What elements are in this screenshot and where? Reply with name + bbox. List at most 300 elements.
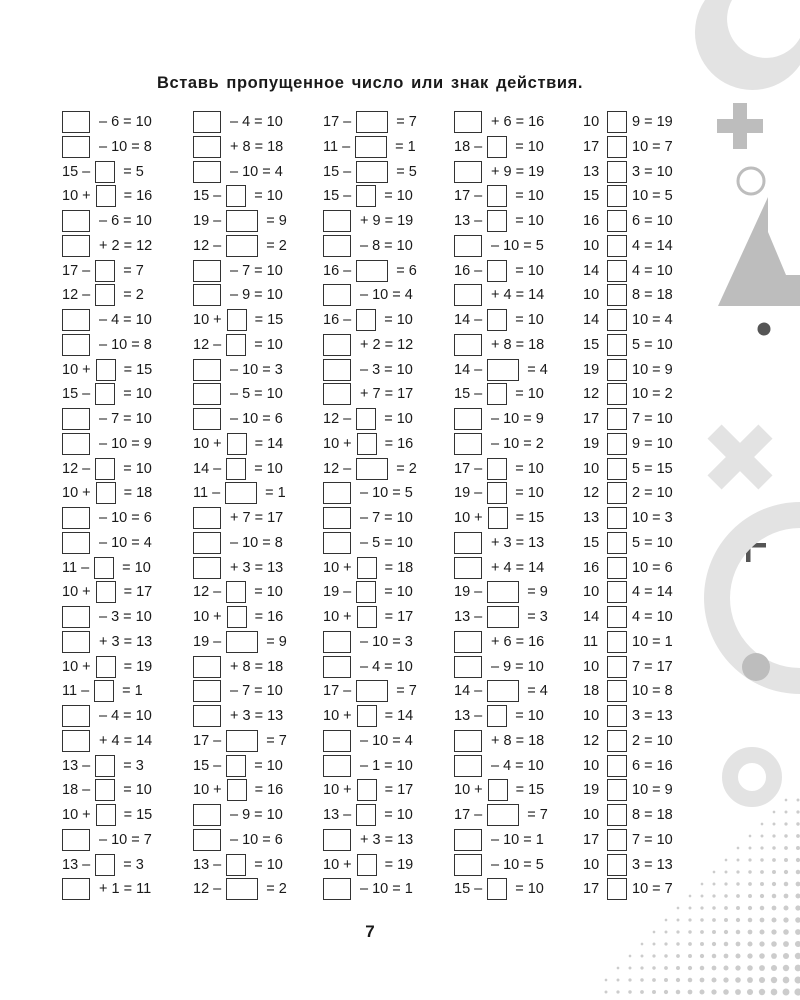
answer-box[interactable]: [607, 433, 627, 455]
pattern-dot: [771, 953, 777, 959]
answer-box[interactable]: [227, 779, 247, 801]
equation-prefix: 12 –: [193, 237, 222, 254]
answer-box[interactable]: [193, 680, 221, 702]
answer-box[interactable]: [62, 532, 90, 554]
answer-box[interactable]: [454, 755, 482, 777]
exercise-row: [193, 778, 283, 802]
exercise-row: [193, 457, 283, 481]
pattern-dot: [783, 917, 788, 922]
answer-box[interactable]: [607, 854, 627, 876]
answer-box[interactable]: [226, 854, 246, 876]
equation-rest: – 4 = 10: [360, 658, 413, 675]
answer-box[interactable]: [607, 631, 627, 653]
exercise-row: [454, 630, 544, 654]
answer-box[interactable]: [226, 334, 246, 356]
answer-box[interactable]: [62, 111, 90, 133]
equation-rest: 10 = 9: [632, 361, 673, 378]
answer-box[interactable]: [62, 705, 90, 727]
answer-box[interactable]: [454, 829, 482, 851]
answer-box[interactable]: [95, 458, 115, 480]
answer-box[interactable]: [226, 730, 258, 752]
answer-box[interactable]: [454, 854, 482, 876]
equation-prefix: 15 –: [323, 188, 352, 205]
operand-a: 17: [583, 411, 600, 427]
pattern-dot: [617, 979, 620, 982]
answer-box[interactable]: [487, 482, 507, 504]
answer-box[interactable]: [607, 656, 627, 678]
pattern-dot: [700, 978, 705, 983]
answer-box[interactable]: [355, 136, 387, 158]
equation-rest: – 10 = 5: [491, 856, 544, 873]
exercise-row: [323, 580, 413, 604]
answer-box[interactable]: [226, 235, 258, 257]
pattern-dot: [771, 965, 777, 971]
pattern-dot: [664, 942, 667, 945]
answer-box[interactable]: [94, 680, 114, 702]
exercise-row: [454, 184, 544, 208]
pattern-dot: [771, 989, 778, 996]
answer-box[interactable]: [96, 581, 116, 603]
equation-rest: = 7: [396, 114, 417, 130]
answer-box[interactable]: [95, 260, 115, 282]
equation-rest: 10 = 7: [632, 138, 673, 155]
pattern-dot: [772, 906, 777, 911]
answer-box[interactable]: [454, 730, 482, 752]
equation-prefix: 17 –: [454, 807, 483, 823]
answer-box[interactable]: [95, 755, 115, 777]
equation-rest: + 7 = 17: [230, 510, 284, 526]
answer-box[interactable]: [607, 482, 627, 504]
equation-rest: 3 = 10: [632, 163, 673, 180]
answer-box[interactable]: [487, 581, 519, 603]
answer-box[interactable]: [227, 309, 247, 331]
answer-box[interactable]: [193, 260, 221, 282]
answer-box[interactable]: [193, 111, 221, 133]
answer-box[interactable]: [62, 235, 90, 257]
answer-box[interactable]: [323, 656, 351, 678]
equation-rest: = 10: [122, 559, 151, 576]
equation-rest: = 6: [396, 262, 417, 279]
exercise-row: [583, 110, 673, 134]
answer-box[interactable]: [607, 730, 627, 752]
answer-box[interactable]: [96, 804, 116, 826]
pattern-dot: [653, 931, 656, 934]
pattern-dot: [652, 966, 655, 969]
answer-box[interactable]: [193, 532, 221, 554]
answer-box[interactable]: [607, 136, 627, 158]
answer-box[interactable]: [487, 878, 507, 900]
answer-box[interactable]: [487, 606, 519, 628]
answer-box[interactable]: [607, 458, 627, 480]
answer-box[interactable]: [357, 433, 377, 455]
answer-box[interactable]: [487, 136, 507, 158]
exercise-row: [583, 457, 673, 481]
answer-box[interactable]: [323, 532, 351, 554]
answer-box[interactable]: [607, 111, 627, 133]
answer-box[interactable]: [607, 606, 627, 628]
equation-rest: = 3: [123, 856, 144, 873]
equation-rest: = 10: [254, 856, 283, 873]
pattern-dot: [713, 883, 716, 886]
answer-box[interactable]: [607, 383, 627, 405]
exercise-row: [583, 531, 673, 555]
answer-box[interactable]: [226, 458, 246, 480]
exercise-row: [323, 110, 417, 134]
answer-box[interactable]: [62, 606, 90, 628]
equation-rest: – 6 = 10: [99, 213, 152, 229]
answer-box[interactable]: [96, 656, 116, 678]
ring-decoration-top: [695, 0, 800, 90]
equation-rest: – 10 = 6: [230, 411, 283, 427]
pattern-dot: [747, 965, 753, 971]
pattern-dot: [652, 978, 656, 982]
answer-box[interactable]: [323, 507, 351, 529]
answer-box[interactable]: [356, 804, 376, 826]
exercise-row: [323, 457, 417, 481]
answer-box[interactable]: [62, 433, 90, 455]
pattern-dot: [628, 978, 631, 981]
pattern-dot: [676, 942, 679, 945]
answer-box[interactable]: [607, 804, 627, 826]
exercise-row: [62, 778, 152, 802]
answer-box[interactable]: [607, 581, 627, 603]
plus-decoration: [717, 103, 763, 149]
answer-box[interactable]: [193, 705, 221, 727]
answer-box[interactable]: [356, 408, 376, 430]
answer-box[interactable]: [62, 408, 90, 430]
answer-box[interactable]: [454, 631, 482, 653]
answer-box[interactable]: [454, 235, 482, 257]
equation-rest: = 10: [515, 485, 544, 502]
answer-box[interactable]: [95, 383, 115, 405]
exercise-row: [193, 432, 283, 456]
equation-rest: – 10 = 8: [230, 534, 283, 551]
answer-box[interactable]: [95, 779, 115, 801]
exercise-row: [583, 481, 673, 505]
equation-rest: = 5: [396, 163, 417, 180]
exercise-row: [62, 160, 144, 184]
answer-box[interactable]: [607, 309, 627, 331]
equation-rest: – 10 = 4: [360, 732, 413, 749]
equation-rest: – 10 = 3: [230, 361, 283, 378]
answer-box[interactable]: [323, 482, 351, 504]
equation-rest: 6 = 10: [632, 213, 673, 229]
equation-rest: = 16: [384, 435, 414, 452]
answer-box[interactable]: [357, 557, 377, 579]
equation-prefix: 19 –: [454, 485, 483, 502]
answer-box[interactable]: [454, 656, 482, 678]
answer-box[interactable]: [487, 260, 507, 282]
answer-box[interactable]: [62, 309, 90, 331]
answer-box[interactable]: [607, 779, 627, 801]
answer-box[interactable]: [62, 507, 90, 529]
equation-rest: = 10: [254, 336, 283, 353]
pattern-dot: [796, 834, 800, 838]
answer-box[interactable]: [62, 210, 90, 232]
answer-box[interactable]: [323, 359, 351, 381]
operand-a: 16: [583, 213, 600, 229]
pattern-dot: [664, 966, 668, 970]
answer-box[interactable]: [487, 309, 507, 331]
equation-rest: – 10 = 6: [230, 831, 283, 848]
answer-box[interactable]: [454, 408, 482, 430]
exercise-row: [193, 605, 283, 629]
equation-prefix: 10 +: [62, 658, 91, 675]
answer-box[interactable]: [487, 804, 519, 826]
answer-box[interactable]: [96, 359, 116, 381]
answer-box[interactable]: [357, 606, 377, 628]
answer-box[interactable]: [607, 408, 627, 430]
pattern-dot: [783, 941, 789, 947]
answer-box[interactable]: [607, 359, 627, 381]
exercise-row: [583, 729, 673, 753]
answer-box[interactable]: [454, 334, 482, 356]
answer-box[interactable]: [607, 532, 627, 554]
answer-box[interactable]: [95, 161, 115, 183]
pattern-dot: [772, 858, 776, 862]
answer-box[interactable]: [607, 705, 627, 727]
answer-box[interactable]: [607, 260, 627, 282]
answer-box[interactable]: [323, 383, 351, 405]
answer-box[interactable]: [226, 210, 258, 232]
answer-box[interactable]: [487, 383, 507, 405]
equation-rest: = 10: [254, 757, 283, 774]
pattern-dot: [760, 894, 764, 898]
answer-box[interactable]: [62, 136, 90, 158]
equation-prefix: 13 –: [454, 609, 483, 625]
answer-box[interactable]: [487, 705, 507, 727]
answer-box[interactable]: [323, 730, 351, 752]
answer-box[interactable]: [95, 284, 115, 306]
answer-box[interactable]: [356, 309, 376, 331]
answer-box[interactable]: [193, 829, 221, 851]
pattern-dot: [783, 929, 789, 935]
equation-rest: = 19: [384, 856, 414, 873]
equation-rest: = 10: [515, 213, 544, 229]
answer-box[interactable]: [96, 482, 116, 504]
exercise-row: [323, 506, 413, 530]
equation-rest: – 8 = 10: [360, 237, 413, 254]
operand-a: 19: [583, 435, 600, 452]
pattern-dot: [713, 871, 716, 874]
answer-box[interactable]: [323, 284, 351, 306]
answer-box[interactable]: [226, 185, 246, 207]
equation-rest: + 3 = 13: [360, 831, 414, 848]
answer-box[interactable]: [225, 482, 257, 504]
answer-box[interactable]: [357, 705, 377, 727]
answer-box[interactable]: [227, 433, 247, 455]
pattern-dot: [772, 870, 776, 874]
equation-rest: 6 = 16: [632, 757, 673, 774]
equation-rest: – 4 = 10: [491, 757, 544, 774]
pattern-dot: [652, 990, 656, 994]
medium-gray-circle: [742, 653, 770, 681]
exercise-row: [454, 828, 544, 852]
answer-box[interactable]: [487, 210, 507, 232]
equation-rest: 3 = 13: [632, 708, 673, 724]
exercise-row: [583, 283, 673, 307]
operand-a: 14: [583, 312, 600, 328]
answer-box[interactable]: [607, 210, 627, 232]
answer-box[interactable]: [356, 111, 388, 133]
equation-rest: – 10 = 5: [360, 485, 413, 502]
equation-prefix: 19 –: [454, 584, 483, 601]
pattern-dot: [759, 953, 765, 959]
answer-box[interactable]: [356, 260, 388, 282]
answer-box[interactable]: [607, 185, 627, 207]
answer-box[interactable]: [226, 631, 258, 653]
answer-box[interactable]: [454, 284, 482, 306]
answer-box[interactable]: [607, 829, 627, 851]
exercise-row: [583, 778, 673, 802]
equation-prefix: 10 +: [62, 188, 91, 205]
answer-box[interactable]: [227, 606, 247, 628]
answer-box[interactable]: [193, 408, 221, 430]
answer-box[interactable]: [193, 136, 221, 158]
pattern-dot: [760, 918, 765, 923]
pattern-dot: [760, 846, 763, 849]
equation-rest: 3 = 13: [632, 856, 673, 873]
answer-box[interactable]: [62, 829, 90, 851]
pattern-dot: [747, 953, 752, 958]
answer-box[interactable]: [454, 161, 482, 183]
exercise-row: [62, 729, 152, 753]
answer-box[interactable]: [94, 557, 114, 579]
answer-box[interactable]: [607, 557, 627, 579]
exercise-row: [454, 655, 544, 679]
answer-box[interactable]: [356, 161, 388, 183]
answer-box[interactable]: [356, 458, 388, 480]
answer-box[interactable]: [607, 235, 627, 257]
answer-box[interactable]: [323, 631, 351, 653]
answer-box[interactable]: [62, 878, 90, 900]
pattern-dot: [735, 965, 740, 970]
pattern-dot: [653, 943, 656, 946]
answer-box[interactable]: [193, 557, 221, 579]
equation-rest: = 2: [396, 460, 417, 477]
answer-box[interactable]: [193, 359, 221, 381]
answer-box[interactable]: [323, 235, 351, 257]
equation-rest: – 7 = 10: [99, 411, 152, 427]
answer-box[interactable]: [193, 161, 221, 183]
answer-box[interactable]: [193, 284, 221, 306]
equation-rest: 10 = 3: [632, 510, 673, 526]
answer-box[interactable]: [323, 878, 351, 900]
answer-box[interactable]: [488, 507, 508, 529]
equation-rest: = 10: [254, 584, 283, 601]
operand-a: 14: [583, 262, 600, 279]
equation-rest: = 1: [122, 683, 143, 700]
answer-box[interactable]: [226, 755, 246, 777]
pattern-dot: [737, 847, 740, 850]
answer-box[interactable]: [193, 507, 221, 529]
exercise-row: [323, 234, 413, 258]
answer-box[interactable]: [607, 755, 627, 777]
pattern-dot: [712, 930, 716, 934]
answer-box[interactable]: [454, 433, 482, 455]
equation-rest: – 1 = 10: [360, 757, 413, 774]
answer-box[interactable]: [607, 507, 627, 529]
exercise-row: [62, 432, 152, 456]
answer-box[interactable]: [487, 359, 519, 381]
answer-box[interactable]: [62, 730, 90, 752]
pattern-dot: [641, 943, 644, 946]
answer-box[interactable]: [607, 878, 627, 900]
answer-box[interactable]: [454, 557, 482, 579]
answer-box[interactable]: [454, 111, 482, 133]
pattern-dot: [699, 989, 704, 994]
pattern-dot: [783, 953, 789, 959]
answer-box[interactable]: [487, 185, 507, 207]
exercise-row: [323, 605, 413, 629]
answer-box[interactable]: [323, 829, 351, 851]
answer-box[interactable]: [356, 680, 388, 702]
equation-rest: = 15: [123, 807, 153, 823]
pattern-dot: [759, 965, 765, 971]
answer-box[interactable]: [95, 854, 115, 876]
answer-box[interactable]: [357, 779, 377, 801]
pattern-dot: [771, 917, 776, 922]
operand-a: 16: [583, 559, 600, 576]
equation-prefix: 17 –: [454, 460, 483, 477]
small-circle-outline: [738, 168, 764, 194]
exercise-row: [454, 506, 544, 530]
answer-box[interactable]: [607, 334, 627, 356]
operand-a: 17: [583, 138, 600, 155]
exercise-row: [323, 160, 417, 184]
answer-box[interactable]: [193, 383, 221, 405]
equation-rest: + 2 = 12: [99, 237, 153, 254]
answer-box[interactable]: [226, 581, 246, 603]
answer-box[interactable]: [323, 755, 351, 777]
answer-box[interactable]: [607, 161, 627, 183]
answer-box[interactable]: [487, 680, 519, 702]
answer-box[interactable]: [607, 284, 627, 306]
answer-box[interactable]: [488, 779, 508, 801]
answer-box[interactable]: [62, 334, 90, 356]
equation-prefix: 10 +: [62, 361, 91, 378]
operand-a: 13: [583, 163, 600, 180]
equation-rest: + 9 = 19: [491, 163, 545, 180]
answer-box[interactable]: [323, 334, 351, 356]
answer-box[interactable]: [487, 458, 507, 480]
pattern-dot: [629, 955, 632, 958]
answer-box[interactable]: [454, 532, 482, 554]
equation-rest: = 2: [266, 237, 287, 254]
exercise-row: [583, 184, 673, 208]
equation-prefix: 15 –: [454, 386, 483, 403]
answer-box[interactable]: [193, 804, 221, 826]
equation-prefix: 13 –: [454, 708, 483, 724]
operand-a: 11: [583, 633, 599, 650]
answer-box[interactable]: [62, 631, 90, 653]
answer-box[interactable]: [193, 656, 221, 678]
pattern-dot: [783, 989, 790, 996]
exercise-row: [323, 729, 413, 753]
answer-box[interactable]: [356, 581, 376, 603]
exercise-row: [62, 506, 152, 530]
answer-box[interactable]: [226, 878, 258, 900]
equation-prefix: 11 –: [62, 683, 90, 700]
answer-box[interactable]: [323, 210, 351, 232]
answer-box[interactable]: [96, 185, 116, 207]
exercise-row: [193, 234, 287, 258]
answer-box[interactable]: [357, 854, 377, 876]
equation-rest: 4 = 10: [632, 262, 673, 279]
equation-rest: + 6 = 16: [491, 633, 545, 650]
answer-box[interactable]: [356, 185, 376, 207]
answer-box[interactable]: [607, 680, 627, 702]
